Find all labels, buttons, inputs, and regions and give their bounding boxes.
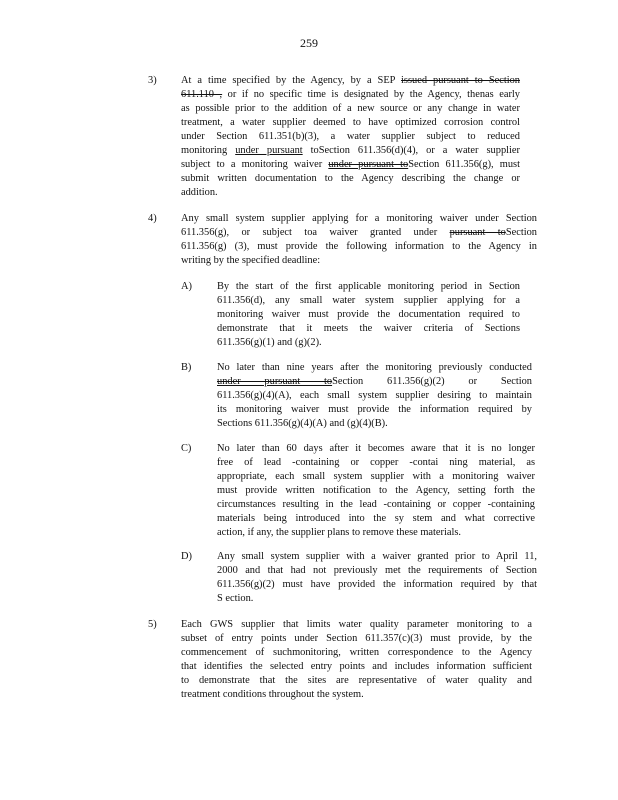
text-line bbox=[181, 646, 532, 660]
struck-text: 611.110 , bbox=[181, 89, 223, 100]
text-line bbox=[217, 456, 535, 470]
item-label-D: D) bbox=[181, 551, 192, 562]
text-line bbox=[217, 336, 520, 350]
text-line bbox=[181, 618, 532, 632]
item-label-B: B) bbox=[181, 362, 192, 373]
text-line bbox=[181, 172, 520, 186]
text-run: Any small system supplier applying for a monitoring waiver under Section bbox=[181, 213, 537, 224]
text-run: demonstrate that it meets the waiver criteria of Sections bbox=[217, 323, 520, 334]
text-run: toSection 611.356(d)(4), or a water supplier bbox=[302, 145, 520, 156]
item-label-A: A) bbox=[181, 281, 192, 292]
item-text-4 bbox=[181, 212, 537, 268]
item-text-C bbox=[217, 442, 535, 540]
text-line bbox=[217, 484, 535, 498]
item-text-A bbox=[217, 280, 520, 350]
text-line bbox=[217, 403, 532, 417]
text-run: addition. bbox=[181, 187, 218, 198]
text-line bbox=[217, 578, 537, 592]
text-line bbox=[217, 512, 535, 526]
underlined-text: under pursuant bbox=[235, 145, 303, 156]
struck-text: issued pursuant to Section bbox=[401, 75, 520, 86]
text-run: treatment conditions throughout the system. bbox=[181, 689, 364, 700]
text-line bbox=[217, 294, 520, 308]
text-run: its monitoring waiver must provide the information required by bbox=[217, 404, 532, 415]
item-label-4: 4) bbox=[148, 213, 157, 224]
page-number: 259 bbox=[300, 36, 318, 50]
text-run: No later than 60 days after it becomes aware that it is no longer bbox=[217, 443, 535, 454]
item-text-B bbox=[217, 361, 532, 431]
item-label-C: C) bbox=[181, 443, 192, 454]
text-run: Section 611.356(g)(2) or Section bbox=[332, 376, 532, 387]
struck-text: pursuant to bbox=[449, 227, 506, 238]
text-line bbox=[181, 116, 520, 130]
text-run: materials being introduced into the sy stem and what corrective bbox=[217, 513, 535, 524]
text-run: treatment, a water supplier deemed to have optimized corrosion control bbox=[181, 117, 520, 128]
text-line bbox=[217, 308, 520, 322]
text-run: under Section 611.351(b)(3), a water supplier subject to reduced bbox=[181, 131, 520, 142]
item-text-3 bbox=[181, 74, 520, 200]
text-run: to demonstrate that the sites are representative of water quality and bbox=[181, 675, 532, 686]
text-run: that identifies the selected entry points and includes information sufficient bbox=[181, 661, 532, 672]
text-run: appropriate, each small system supplier with a monitoring waiver bbox=[217, 471, 535, 482]
text-line bbox=[181, 674, 532, 688]
text-run: circumstances resulting in the lead -containing or copper -containing bbox=[217, 499, 535, 510]
text-line bbox=[217, 361, 532, 375]
text-line bbox=[181, 74, 520, 88]
text-run: or if no specific time is designated by the Agency, thenas early bbox=[222, 89, 520, 100]
text-run: Section 611.356(g), must bbox=[408, 159, 520, 170]
text-line bbox=[217, 470, 535, 484]
text-run: Section bbox=[505, 227, 537, 238]
text-run: S ection. bbox=[217, 593, 254, 604]
item-label-5: 5) bbox=[148, 619, 157, 630]
text-run: 2000 and that had not previously met the requirements of Section bbox=[217, 565, 537, 576]
text-run: At a time specified by the Agency, by a SEP bbox=[181, 75, 402, 86]
text-line bbox=[217, 417, 532, 431]
text-line bbox=[181, 186, 520, 200]
text-run: monitoring waiver must provide the documentation required to bbox=[217, 309, 520, 320]
text-line bbox=[181, 632, 532, 646]
text-run: Any small system supplier with a waiver granted prior to April 11, bbox=[217, 551, 537, 562]
text-line bbox=[181, 158, 520, 172]
text-line bbox=[181, 144, 520, 158]
text-run: monitoring bbox=[181, 145, 236, 156]
text-run: subject to a monitoring waiver bbox=[181, 159, 329, 170]
text-line bbox=[181, 254, 537, 268]
text-run: as possible prior to the addition of a new source or any change in water bbox=[181, 103, 520, 114]
text-line bbox=[181, 688, 532, 702]
text-run: 611.356(g)(2) must have provided the information required by that bbox=[217, 579, 537, 590]
text-line bbox=[217, 592, 537, 606]
text-line bbox=[181, 212, 537, 226]
text-line bbox=[181, 240, 537, 254]
text-line bbox=[217, 389, 532, 403]
struck-underlined-text: under pursuant to bbox=[217, 376, 333, 387]
text-line bbox=[181, 130, 520, 144]
text-run: writing by the specified deadline: bbox=[181, 255, 321, 266]
text-run: 611.356(g), or subject toa waiver granted under bbox=[181, 227, 450, 238]
item-label-3: 3) bbox=[148, 75, 157, 86]
text-line bbox=[181, 226, 537, 240]
text-run: By the start of the first applicable monitoring period in Section bbox=[217, 281, 520, 292]
text-line bbox=[217, 498, 535, 512]
text-line bbox=[217, 564, 537, 578]
text-run: free of lead -containing or copper -contai ning material, as bbox=[217, 457, 535, 468]
text-line bbox=[181, 88, 520, 102]
text-run: 611.356(g)(4)(A), each small system supplier desiring to maintain bbox=[217, 390, 532, 401]
text-line bbox=[181, 660, 532, 674]
text-line bbox=[217, 442, 535, 456]
item-text-5 bbox=[181, 618, 532, 702]
text-line bbox=[217, 550, 537, 564]
text-line bbox=[217, 322, 520, 336]
item-text-D bbox=[217, 550, 537, 606]
text-run: action, if any, the supplier plans to remove these materials. bbox=[217, 527, 462, 538]
text-run: Each GWS supplier that limits water quality parameter monitoring to a bbox=[181, 619, 532, 630]
text-run: No later than nine years after the monitoring previously conducted bbox=[217, 362, 532, 373]
text-run: 611.356(d), any small water system supplier applying for a bbox=[217, 295, 520, 306]
struck-underlined-text: under pursuant to bbox=[328, 159, 409, 170]
text-line bbox=[217, 375, 532, 389]
text-line bbox=[217, 526, 535, 540]
text-line bbox=[217, 280, 520, 294]
text-run: commencement of suchmonitoring, written correspondence to the Agency bbox=[181, 647, 532, 658]
text-run: must provide written notification to the Agency, setting forth the bbox=[217, 485, 535, 496]
text-line bbox=[181, 102, 520, 116]
text-run: 611.356(g)(1) and (g)(2). bbox=[217, 337, 322, 348]
text-run: 611.356(g) (3), must provide the following information to the Agency in bbox=[181, 241, 537, 252]
text-run: submit written documentation to the Agency describing the change or bbox=[181, 173, 520, 184]
text-run: Sections 611.356(g)(4)(A) and (g)(4)(B). bbox=[217, 418, 388, 429]
text-run: subset of entry points under Section 611.357(c)(3) must provide, by the bbox=[181, 633, 532, 644]
